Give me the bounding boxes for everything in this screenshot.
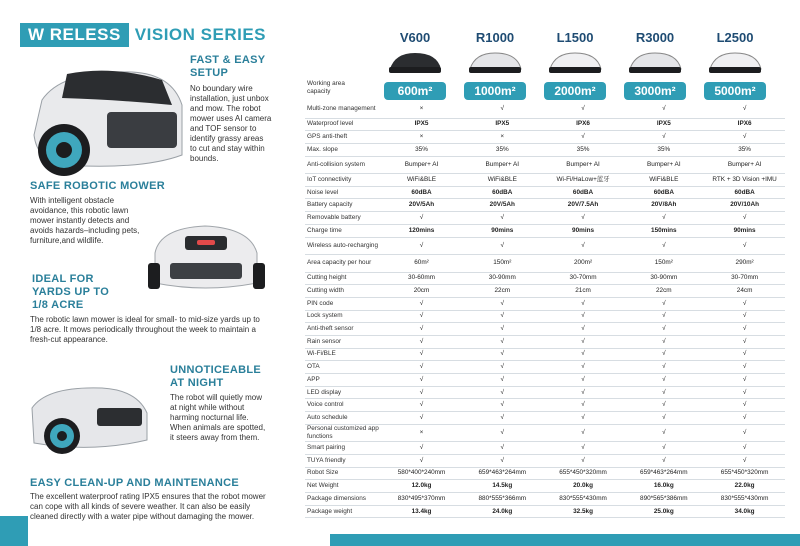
spec-value: Bumper+ AI <box>462 156 543 174</box>
spec-value: WiFi&BLE <box>381 174 462 187</box>
spec-value: √ <box>704 323 785 336</box>
spec-value: √ <box>462 399 543 412</box>
spec-value: √ <box>462 361 543 374</box>
model-v600 <box>380 30 450 100</box>
spec-value: √ <box>462 374 543 387</box>
spec-value: √ <box>381 348 462 361</box>
table-row <box>305 386 785 399</box>
spec-value: × <box>381 131 462 144</box>
table-row <box>305 505 785 518</box>
spec-value: 30-60mm <box>381 272 462 285</box>
spec-label: Max. slope <box>305 143 381 156</box>
spec-value: 30-70mm <box>543 272 624 285</box>
spec-value: √ <box>704 399 785 412</box>
spec-value: √ <box>704 412 785 425</box>
table-row <box>305 442 785 455</box>
table-row <box>305 480 785 493</box>
spec-value: 659*463*264mm <box>462 467 543 480</box>
spec-value: √ <box>381 386 462 399</box>
spec-value: √ <box>623 374 704 387</box>
clean-text: The excellent waterproof rating IPX5 ensures that the robot mower can cope with all kinds of severe weather. It can also be easily cleaned directly with a water pipe without damaging the mower. <box>30 492 266 521</box>
spec-label: Voice control <box>305 399 381 412</box>
spec-label: Rain sensor <box>305 335 381 348</box>
spec-value: √ <box>462 212 543 225</box>
spec-label: PIN code <box>305 297 381 310</box>
table-row <box>305 412 785 425</box>
spec-value: 22cm <box>623 285 704 298</box>
table-row <box>305 285 785 298</box>
spec-value: 830*555*430mm <box>543 493 624 506</box>
mower-thumbnail <box>385 49 445 75</box>
spec-value: √ <box>462 323 543 336</box>
spec-value: × <box>381 424 462 442</box>
table-row <box>305 118 785 131</box>
spec-value: √ <box>704 310 785 323</box>
spec-value: √ <box>704 212 785 225</box>
spec-value: 35% <box>381 143 462 156</box>
spec-value: 20cm <box>381 285 462 298</box>
spec-value: √ <box>543 237 624 255</box>
spec-value: 20V/8Ah <box>623 199 704 212</box>
clean-title: EASY CLEAN-UP AND MAINTENANCE <box>30 477 239 489</box>
spec-label: IoT connectivity <box>305 174 381 187</box>
safe-mower-text: With intelligent obstacle avoidance, this robotic lawn mower instantly detects and avoids hazards–including pets, furniture,and wildlife. <box>30 196 140 245</box>
mower-thumbnail <box>465 49 525 75</box>
table-row <box>305 255 785 273</box>
spec-value: √ <box>543 131 624 144</box>
table-row <box>305 131 785 144</box>
spec-value: √ <box>623 454 704 467</box>
table-row <box>305 174 785 187</box>
spec-value: √ <box>623 212 704 225</box>
spec-value: √ <box>543 374 624 387</box>
spec-value: Bumper+ AI <box>623 156 704 174</box>
table-row <box>305 493 785 506</box>
spec-value: √ <box>623 361 704 374</box>
spec-label: Lock system <box>305 310 381 323</box>
spec-value: √ <box>543 212 624 225</box>
ideal-yards-title: IDEAL FOR YARDS UP TO 1/8 ACRE <box>32 273 110 311</box>
table-row <box>305 361 785 374</box>
table-row <box>305 297 785 310</box>
spec-value: √ <box>462 424 543 442</box>
spec-value: 22cm <box>462 285 543 298</box>
fast-setup-title: FAST & EASY SETUP <box>190 54 266 79</box>
spec-value: √ <box>381 297 462 310</box>
spec-value: √ <box>462 348 543 361</box>
spec-value: 20.0kg <box>543 480 624 493</box>
spec-value: 30-70mm <box>704 272 785 285</box>
spec-label: Waterproof level <box>305 118 381 131</box>
spec-value: √ <box>623 424 704 442</box>
spec-value: IPX5 <box>381 118 462 131</box>
spec-label: Robot Size <box>305 467 381 480</box>
spec-value: √ <box>704 424 785 442</box>
spec-value: √ <box>381 237 462 255</box>
ideal-yards-text: The robotic lawn mower is ideal for small- to mid-size yards up to 1/8 acre. It mows periodically throughout the week to maintain a fresh-cut appearance. <box>30 315 260 344</box>
spec-value: 35% <box>623 143 704 156</box>
spec-value: √ <box>704 454 785 467</box>
spec-label: Package weight <box>305 505 381 518</box>
spec-value: √ <box>623 412 704 425</box>
spec-value: √ <box>704 101 785 118</box>
table-row <box>305 272 785 285</box>
spec-value: √ <box>704 442 785 455</box>
spec-value: WiFi&BLE <box>462 174 543 187</box>
spec-value: 13.4kg <box>381 505 462 518</box>
spec-value: √ <box>543 335 624 348</box>
model-name: L2500 <box>716 30 754 45</box>
spec-value: √ <box>704 348 785 361</box>
mower-image-large <box>22 60 187 180</box>
spec-value: √ <box>543 442 624 455</box>
spec-value: √ <box>543 297 624 310</box>
spec-label: Cutting height <box>305 272 381 285</box>
spec-label: Noise level <box>305 186 381 199</box>
spec-value: √ <box>623 442 704 455</box>
mower-image-front <box>145 218 270 298</box>
spec-value: 22.0kg <box>704 480 785 493</box>
spec-value: 90mins <box>704 224 785 237</box>
spec-value: IPX6 <box>543 118 624 131</box>
capacity-badge: 2000m² <box>544 82 606 100</box>
spec-value: √ <box>462 335 543 348</box>
spec-label: Charge time <box>305 224 381 237</box>
spec-value: 24.0kg <box>462 505 543 518</box>
spec-value: √ <box>623 348 704 361</box>
spec-value: √ <box>704 386 785 399</box>
spec-table <box>305 101 785 518</box>
table-row <box>305 224 785 237</box>
spec-value: √ <box>543 310 624 323</box>
series-title <box>20 22 266 48</box>
spec-value: 14.5kg <box>462 480 543 493</box>
spec-value: √ <box>462 101 543 118</box>
spec-value: 150m² <box>623 255 704 273</box>
spec-value: √ <box>381 399 462 412</box>
table-row <box>305 335 785 348</box>
mower-thumbnail <box>625 49 685 75</box>
spec-value: √ <box>623 335 704 348</box>
footer-bar <box>330 534 800 546</box>
table-row <box>305 374 785 387</box>
spec-label: Package dimensions <box>305 493 381 506</box>
table-row <box>305 310 785 323</box>
spec-label: Anti-collision system <box>305 156 381 174</box>
spec-value: 150mins <box>623 224 704 237</box>
capacity-badge: 600m² <box>384 82 446 100</box>
spec-value: 655*450*320mm <box>704 467 785 480</box>
spec-value: √ <box>623 297 704 310</box>
spec-label: Net Weight <box>305 480 381 493</box>
spec-value: √ <box>381 374 462 387</box>
spec-value: 880*555*366mm <box>462 493 543 506</box>
spec-value: RTK + 3D Vision +IMU <box>704 174 785 187</box>
model-header <box>380 30 780 100</box>
spec-value: 150m² <box>462 255 543 273</box>
spec-value: √ <box>462 412 543 425</box>
spec-label: Auto schedule <box>305 412 381 425</box>
spec-value: √ <box>543 323 624 336</box>
spec-label: Area capacity per hour <box>305 255 381 273</box>
spec-value: 24cm <box>704 285 785 298</box>
spec-value: √ <box>704 361 785 374</box>
spec-value: 60dBA <box>462 186 543 199</box>
spec-label: Removable battery <box>305 212 381 225</box>
spec-value: 120mins <box>381 224 462 237</box>
spec-value: 60dBA <box>381 186 462 199</box>
spec-label: APP <box>305 374 381 387</box>
spec-value: 90mins <box>462 224 543 237</box>
spec-label: Anti-theft sensor <box>305 323 381 336</box>
capacity-label: Working area capacity <box>307 80 345 95</box>
spec-value: √ <box>462 310 543 323</box>
spec-value: √ <box>381 323 462 336</box>
table-row <box>305 186 785 199</box>
model-l2500 <box>700 30 770 100</box>
spec-value: √ <box>381 335 462 348</box>
spec-value: 580*400*240mm <box>381 467 462 480</box>
spec-label: Cutting width <box>305 285 381 298</box>
table-row <box>305 454 785 467</box>
spec-value: Bumper+ AI <box>543 156 624 174</box>
spec-label: OTA <box>305 361 381 374</box>
spec-value: 35% <box>462 143 543 156</box>
spec-value: √ <box>543 412 624 425</box>
spec-value: 60m² <box>381 255 462 273</box>
spec-value: √ <box>543 386 624 399</box>
spec-value: √ <box>543 348 624 361</box>
spec-value: √ <box>623 310 704 323</box>
spec-value: 34.0kg <box>704 505 785 518</box>
table-row <box>305 348 785 361</box>
spec-value: 20V/7.5Ah <box>543 199 624 212</box>
model-name: R3000 <box>635 30 675 45</box>
spec-value: 21cm <box>543 285 624 298</box>
spec-value: √ <box>623 386 704 399</box>
spec-value: IPX5 <box>623 118 704 131</box>
spec-value: 830*555*430mm <box>704 493 785 506</box>
spec-label: GPS anti-theft <box>305 131 381 144</box>
spec-value: √ <box>704 374 785 387</box>
night-title: UNNOTICEABLE AT NIGHT <box>170 364 261 389</box>
table-row <box>305 323 785 336</box>
spec-value: √ <box>462 297 543 310</box>
model-r1000 <box>460 30 530 100</box>
spec-label: Multi-zone management <box>305 101 381 118</box>
mower-thumbnail <box>545 49 605 75</box>
spec-value: 60dBA <box>704 186 785 199</box>
table-row <box>305 199 785 212</box>
mower-thumbnail <box>705 49 765 75</box>
spec-label: Personal customized app functions <box>305 424 381 442</box>
spec-value: √ <box>623 323 704 336</box>
spec-value: Bumper+ AI <box>704 156 785 174</box>
spec-value: √ <box>623 237 704 255</box>
fast-setup-text: No boundary wire installation, just unbox and mow. The robot mower uses AI camera and TOF sensor to identify grassy areas to cut and stay within bounds. <box>190 84 272 163</box>
spec-label: TUYA friendly <box>305 454 381 467</box>
spec-value: √ <box>704 237 785 255</box>
table-row <box>305 237 785 255</box>
spec-value: 830*495*370mm <box>381 493 462 506</box>
spec-value: 30-90mm <box>462 272 543 285</box>
spec-label: Battery capacity <box>305 199 381 212</box>
spec-value: 35% <box>704 143 785 156</box>
spec-value: 290m² <box>704 255 785 273</box>
spec-value: √ <box>543 399 624 412</box>
model-l1500 <box>540 30 610 100</box>
spec-value: × <box>381 101 462 118</box>
spec-value: WiFi&BLE <box>623 174 704 187</box>
spec-value: √ <box>381 412 462 425</box>
table-row <box>305 143 785 156</box>
spec-value: × <box>462 131 543 144</box>
capacity-badge: 1000m² <box>464 82 526 100</box>
night-text: The robot will quietly mow at night while without harming nocturnal life. When animals are spotted, it steers away from them. <box>170 393 266 442</box>
spec-value: √ <box>704 335 785 348</box>
spec-value: √ <box>381 442 462 455</box>
spec-value: 20V/5Ah <box>462 199 543 212</box>
spec-value: 32.5kg <box>543 505 624 518</box>
spec-value: 659*463*264mm <box>623 467 704 480</box>
spec-value: 20V/5Ah <box>381 199 462 212</box>
spec-label: LED display <box>305 386 381 399</box>
series-title-boxed: W RELESS <box>20 23 129 47</box>
spec-value: 60dBA <box>543 186 624 199</box>
spec-value: √ <box>381 454 462 467</box>
spec-value: 890*565*386mm <box>623 493 704 506</box>
spec-label: Wireless auto-recharging <box>305 237 381 255</box>
model-r3000 <box>620 30 690 100</box>
spec-value: √ <box>543 424 624 442</box>
mower-image-night <box>22 378 152 458</box>
spec-value: √ <box>381 310 462 323</box>
model-name: R1000 <box>475 30 515 45</box>
spec-value: IPX6 <box>704 118 785 131</box>
spec-value: √ <box>462 442 543 455</box>
table-row <box>305 424 785 442</box>
spec-value: √ <box>704 131 785 144</box>
spec-value: 35% <box>543 143 624 156</box>
spec-value: 655*450*320mm <box>543 467 624 480</box>
capacity-badge: 5000m² <box>704 82 766 100</box>
spec-value: 30-90mm <box>623 272 704 285</box>
spec-value: Bumper+ AI <box>381 156 462 174</box>
spec-value: 60dBA <box>623 186 704 199</box>
spec-value: √ <box>623 131 704 144</box>
model-name: V600 <box>399 30 431 45</box>
spec-value: 200m² <box>543 255 624 273</box>
spec-value: 12.0kg <box>381 480 462 493</box>
spec-label: Smart pairing <box>305 442 381 455</box>
spec-value: √ <box>543 101 624 118</box>
spec-value: √ <box>462 386 543 399</box>
spec-value: 16.0kg <box>623 480 704 493</box>
spec-value: √ <box>704 297 785 310</box>
spec-value: 20V/10Ah <box>704 199 785 212</box>
capacity-badge: 3000m² <box>624 82 686 100</box>
safe-mower-title: SAFE ROBOTIC MOWER <box>30 180 165 192</box>
spec-value: √ <box>543 454 624 467</box>
spec-value: IPX5 <box>462 118 543 131</box>
table-row <box>305 212 785 225</box>
table-row <box>305 399 785 412</box>
table-row <box>305 467 785 480</box>
spec-value: √ <box>462 237 543 255</box>
spec-value: Wi-Fi/HaLow+蓝牙 <box>543 174 624 187</box>
spec-value: √ <box>462 454 543 467</box>
spec-value: √ <box>543 361 624 374</box>
spec-value: √ <box>623 101 704 118</box>
series-title-rest: VISION SERIES <box>134 25 266 44</box>
corner-accent <box>0 516 28 546</box>
spec-label: Wi-Fi/BLE <box>305 348 381 361</box>
table-row <box>305 156 785 174</box>
spec-value: √ <box>381 212 462 225</box>
spec-value: √ <box>623 399 704 412</box>
spec-value: 25.0kg <box>623 505 704 518</box>
model-name: L1500 <box>556 30 594 45</box>
table-row <box>305 101 785 118</box>
spec-value: 90mins <box>543 224 624 237</box>
spec-value: √ <box>381 361 462 374</box>
